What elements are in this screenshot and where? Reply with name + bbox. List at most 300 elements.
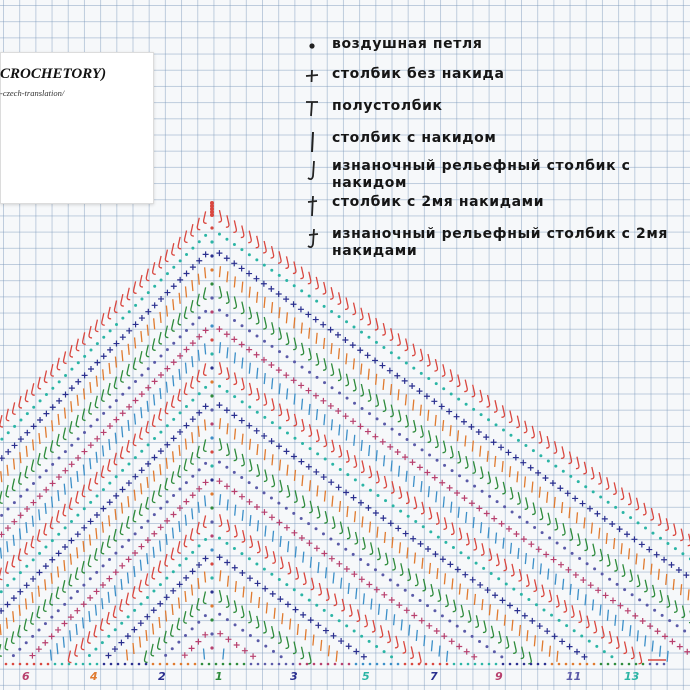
stitch-mark [280, 655, 283, 658]
stitch-mark [302, 475, 303, 486]
stitch-mark [203, 479, 209, 485]
stitch-mark [547, 459, 550, 462]
stitch-mark [19, 495, 22, 498]
stitch-mark [595, 587, 601, 593]
stitch-mark [661, 614, 664, 617]
stitch-mark [6, 561, 9, 573]
stitch-mark [219, 514, 222, 526]
stitch-mark [140, 526, 143, 529]
foundation-chain-mark [579, 663, 582, 666]
stitch-mark [121, 393, 124, 396]
stitch-mark [203, 251, 209, 257]
stitch-mark [546, 436, 549, 448]
stitch-mark [234, 525, 237, 537]
stitch-mark [625, 608, 631, 614]
stitch-mark [132, 474, 138, 480]
stitch-mark [183, 347, 189, 353]
foundation-chain-mark [194, 663, 197, 666]
stitch-mark [383, 379, 384, 390]
stitch-mark [165, 577, 168, 580]
stitch-mark [336, 484, 342, 490]
stitch-mark [427, 377, 430, 380]
stitch-mark [233, 296, 236, 308]
stitch-mark [114, 377, 117, 389]
stitch-mark [265, 546, 268, 558]
stitch-mark [70, 596, 73, 599]
stitch-mark [152, 414, 155, 426]
stitch-mark [637, 575, 640, 587]
stitch-mark [263, 340, 266, 343]
stitch-mark [335, 408, 341, 414]
stitch-mark [271, 345, 274, 348]
stitch-mark [249, 459, 252, 471]
stitch-mark [403, 531, 409, 537]
stitch-mark [562, 502, 563, 513]
stitch-mark [326, 588, 329, 600]
stitch-mark [185, 253, 188, 256]
stitch-mark [353, 379, 356, 391]
stitch-mark [257, 368, 258, 379]
foundation-chain-mark [229, 663, 232, 666]
stitch-mark [588, 640, 591, 643]
stitch-mark [353, 325, 356, 328]
stitch-mark [420, 349, 423, 361]
stitch-mark [81, 638, 84, 650]
stitch-mark [235, 505, 236, 516]
stitch-mark [630, 625, 631, 636]
stitch-mark [592, 490, 595, 493]
stitch-mark [140, 427, 143, 439]
stitch-mark [146, 345, 149, 357]
stitch-mark [50, 480, 56, 486]
stitch-mark [428, 486, 429, 497]
stitch-mark [466, 479, 469, 482]
stitch-mark [363, 593, 364, 604]
stitch-mark [510, 487, 513, 499]
stitch-mark [147, 477, 148, 488]
stitch-mark [539, 454, 542, 457]
stitch-mark [351, 571, 357, 577]
stitch-mark [64, 450, 67, 453]
stitch-mark [77, 395, 78, 406]
stitch-mark [216, 478, 222, 484]
stitch-mark [101, 542, 104, 554]
stitch-mark [172, 418, 175, 421]
stitch-mark [540, 563, 541, 574]
stitch-mark [246, 347, 252, 353]
stitch-mark [248, 611, 251, 623]
stitch-mark [609, 631, 612, 643]
stitch-mark [574, 649, 580, 655]
stitch-mark [225, 542, 228, 545]
stitch-mark [369, 489, 372, 492]
stitch-mark [414, 497, 417, 509]
stitch-mark [120, 410, 126, 416]
stitch-mark [302, 399, 303, 410]
stitch-mark [389, 579, 392, 582]
stitch-mark [257, 292, 258, 303]
stitch-mark [270, 591, 276, 597]
stitch-mark [309, 328, 310, 339]
stitch-mark [600, 605, 601, 616]
stitch-mark [234, 429, 235, 440]
stitch-mark [184, 634, 187, 637]
foundation-chain-mark [47, 663, 50, 666]
stitch-mark [414, 520, 417, 523]
stitch-mark [121, 294, 124, 306]
stitch-mark [115, 323, 118, 326]
stitch-mark [76, 624, 77, 635]
stitch-mark [38, 552, 41, 555]
stitch-mark [397, 333, 400, 345]
stitch-mark [278, 274, 281, 277]
stitch-mark [88, 518, 94, 524]
stitch-mark [405, 394, 406, 405]
stitch-mark [171, 647, 174, 650]
stitch-mark [120, 523, 123, 535]
stitch-mark [0, 531, 5, 537]
stitch-mark [465, 435, 466, 446]
stitch-mark [525, 497, 528, 509]
foundation-chain-mark [663, 663, 666, 666]
stitch-mark [89, 402, 92, 414]
stitch-mark [637, 521, 640, 524]
stitch-mark [276, 291, 282, 297]
stitch-mark [197, 446, 200, 458]
stitch-mark [50, 616, 53, 619]
stitch-mark [101, 641, 104, 644]
stitch-mark [127, 650, 128, 661]
stitch-mark [191, 247, 194, 250]
stitch-mark [583, 462, 586, 474]
stitch-mark [177, 581, 183, 587]
stitch-mark [152, 378, 158, 384]
stitch-mark [383, 423, 386, 426]
stitch-mark [57, 643, 58, 654]
stitch-mark [89, 501, 92, 504]
stitch-mark [592, 544, 595, 556]
stitch-mark [495, 456, 496, 467]
foundation-chain-mark [124, 663, 127, 666]
stitch-mark [205, 495, 206, 506]
stitch-mark [248, 253, 251, 256]
stitch-mark [472, 408, 475, 411]
stitch-mark [301, 366, 304, 369]
stitch-mark [328, 645, 329, 656]
stitch-mark [682, 605, 685, 617]
stitch-mark [438, 589, 441, 601]
stitch-mark [330, 363, 333, 375]
foundation-chain-mark [593, 663, 596, 666]
stitch-mark [128, 310, 131, 313]
stitch-mark [49, 633, 55, 639]
stitch-mark [12, 442, 18, 448]
stitch-mark [434, 359, 437, 371]
stitch-mark [449, 638, 455, 644]
stitch-mark [392, 558, 395, 570]
stitch-mark [158, 372, 164, 378]
stitch-mark [102, 336, 105, 339]
stitch-mark [491, 516, 497, 522]
stitch-mark [547, 492, 548, 503]
stitch-mark [179, 445, 180, 456]
stitch-mark [527, 598, 530, 601]
stitch-mark [517, 439, 520, 442]
stitch-mark [45, 579, 46, 590]
stitch-mark [84, 388, 85, 399]
stitch-mark [276, 443, 282, 449]
stitch-mark [532, 449, 535, 452]
foundation-chain-mark [236, 663, 239, 666]
stitch-mark [324, 435, 327, 447]
stitch-mark [102, 564, 105, 567]
stitch-mark [226, 520, 229, 532]
stitch-mark [376, 471, 379, 483]
stitch-mark [302, 496, 305, 508]
stitch-mark [82, 485, 85, 497]
stitch-mark [351, 495, 357, 501]
foundation-chain-mark [432, 663, 435, 666]
stitch-mark [36, 646, 42, 652]
spine-mark [210, 408, 213, 411]
stitch-mark [197, 522, 200, 534]
stitch-mark [662, 633, 668, 639]
stitch-mark [451, 502, 452, 513]
foundation-chain-mark [159, 663, 162, 666]
stitch-mark [257, 639, 260, 642]
stitch-mark [108, 592, 109, 603]
stitch-mark [0, 415, 3, 427]
stitch-mark [287, 388, 288, 399]
stitch-mark [390, 328, 393, 340]
stitch-mark [31, 536, 34, 548]
stitch-mark [108, 558, 111, 561]
stitch-mark [249, 535, 252, 547]
foundation-chain-mark [313, 663, 316, 666]
stitch-mark [557, 651, 558, 662]
stitch-mark [64, 484, 65, 495]
stitch-mark [287, 485, 290, 497]
stitch-mark [646, 547, 652, 553]
stitch-mark [195, 639, 201, 645]
stitch-mark [354, 455, 357, 467]
stitch-mark [674, 547, 677, 550]
stitch-mark [629, 569, 632, 581]
stitch-mark [269, 514, 275, 520]
stitch-mark [329, 538, 332, 541]
stitch-mark [622, 511, 625, 514]
stitch-mark [505, 582, 508, 585]
stitch-mark [659, 590, 662, 602]
stitch-mark [331, 633, 337, 639]
stitch-mark [183, 499, 189, 505]
stitch-mark [44, 447, 47, 459]
stitch-mark [614, 506, 617, 509]
double-crochet-icon [300, 130, 322, 154]
stitch-mark [285, 507, 288, 510]
stitch-mark [397, 356, 400, 359]
stitch-mark [552, 633, 558, 639]
stitch-mark [107, 423, 113, 429]
stitch-mark [108, 307, 111, 319]
stitch-mark [593, 567, 596, 570]
stitch-mark [31, 612, 34, 624]
stitch-mark [413, 420, 416, 432]
stitch-mark [636, 498, 639, 510]
foundation-chain-mark [215, 663, 218, 666]
stitch-mark [360, 308, 363, 320]
stitch-mark [681, 552, 684, 555]
stitch-mark [314, 545, 320, 551]
stitch-mark [243, 586, 244, 597]
stitch-mark [601, 573, 604, 576]
stitch-mark [321, 474, 327, 480]
stitch-mark [308, 599, 311, 602]
stitch-mark [192, 432, 193, 443]
stitch-mark [270, 269, 273, 272]
stitch-mark [419, 599, 422, 602]
stitch-mark [614, 559, 617, 571]
stitch-mark [133, 321, 139, 327]
stitch-mark [56, 550, 62, 556]
stitch-mark [121, 370, 124, 382]
stitch-mark [128, 386, 131, 389]
stitch-mark [466, 533, 469, 545]
stitch-mark [316, 376, 319, 379]
stitch-mark [328, 403, 334, 409]
stitch-mark [191, 475, 194, 478]
stitch-mark [509, 410, 512, 422]
stitch-mark [544, 628, 550, 634]
stitch-mark [345, 374, 348, 386]
stitch-mark [526, 574, 529, 586]
stitch-mark [134, 281, 137, 293]
stitch-mark [510, 466, 511, 477]
stitch-mark [51, 573, 52, 584]
stitch-mark [242, 358, 243, 369]
stitch-mark [242, 648, 248, 654]
stitch-mark [320, 398, 326, 404]
stitch-mark [190, 416, 196, 422]
foundation-chain-mark [572, 663, 575, 666]
stitch-mark [313, 317, 319, 323]
stitch-mark [436, 491, 437, 502]
stitch-mark [444, 541, 447, 544]
stitch-mark [146, 269, 149, 281]
stitch-mark [421, 448, 424, 451]
stitch-mark [420, 405, 421, 416]
stitch-mark [219, 342, 220, 353]
stitch-mark [365, 352, 371, 358]
stitch-mark [107, 635, 110, 638]
stitch-mark [622, 564, 625, 576]
stitch-mark [151, 455, 157, 461]
stitch-mark [367, 563, 370, 566]
stitch-mark [76, 590, 79, 593]
stitch-mark [140, 637, 141, 648]
stitch-mark [399, 542, 400, 553]
stitch-mark [166, 272, 169, 275]
foundation-chain-mark [460, 663, 463, 666]
stitch-mark [178, 465, 181, 477]
stitch-mark [94, 625, 97, 637]
stitch-mark [480, 466, 483, 478]
stitch-mark [159, 583, 162, 586]
stitch-mark [631, 647, 634, 659]
stitch-mark [368, 369, 369, 380]
stitch-mark [525, 553, 526, 564]
stitch-mark [339, 501, 340, 512]
stitch-mark [398, 389, 399, 400]
stitch-mark [339, 468, 342, 471]
stitch-mark [601, 626, 604, 638]
legend-label-chain: воздушная петля [332, 36, 483, 52]
stitch-mark [102, 488, 105, 491]
foundation-chain-mark [40, 663, 43, 666]
stitch-mark [541, 585, 544, 597]
stitch-mark [541, 531, 544, 534]
stitch-mark [70, 630, 71, 641]
stitch-mark [390, 405, 393, 417]
stitch-mark [270, 497, 273, 500]
stitch-mark [122, 350, 123, 361]
stitch-mark [398, 433, 401, 436]
stitch-mark [241, 454, 244, 466]
stitch-mark [102, 389, 105, 401]
stitch-mark [477, 582, 483, 588]
stitch-mark [315, 604, 318, 607]
stitch-mark [464, 380, 467, 392]
foundation-chain-mark [187, 663, 190, 666]
stitch-mark [218, 461, 221, 464]
stitch-mark [70, 368, 73, 371]
stitch-mark [409, 383, 415, 389]
stitch-mark [248, 481, 251, 484]
foundation-chain-mark [642, 663, 645, 666]
stitch-mark [177, 505, 183, 511]
stitch-mark [372, 620, 375, 632]
stitch-mark [452, 578, 453, 589]
stitch-mark [667, 595, 670, 607]
stitch-mark [43, 487, 49, 493]
foundation-chain-mark [117, 663, 120, 666]
stitch-mark [152, 567, 155, 579]
stitch-mark [128, 496, 129, 507]
stitch-mark [146, 630, 147, 641]
stitch-mark [383, 650, 386, 653]
legend-label-back-post-double: изнаночный рельефный столбик с накидом [332, 158, 631, 191]
stitch-mark [301, 323, 302, 334]
stitch-mark [58, 380, 61, 383]
stitch-mark [532, 482, 533, 493]
stitch-mark [292, 512, 295, 515]
stitch-mark [495, 533, 496, 544]
stitch-mark [344, 566, 350, 572]
stitch-mark [631, 536, 637, 542]
stitch-mark [128, 420, 129, 431]
stitch-mark [375, 341, 378, 344]
stitch-mark [435, 415, 436, 426]
stitch-mark [240, 248, 243, 251]
stitch-mark [475, 615, 478, 627]
stitch-mark [318, 562, 319, 573]
stitch-mark [547, 513, 550, 525]
stitch-mark [87, 595, 93, 601]
stitch-mark [365, 429, 371, 435]
stitch-mark [324, 511, 327, 523]
stitch-mark [558, 619, 561, 622]
stitch-mark [264, 297, 265, 308]
